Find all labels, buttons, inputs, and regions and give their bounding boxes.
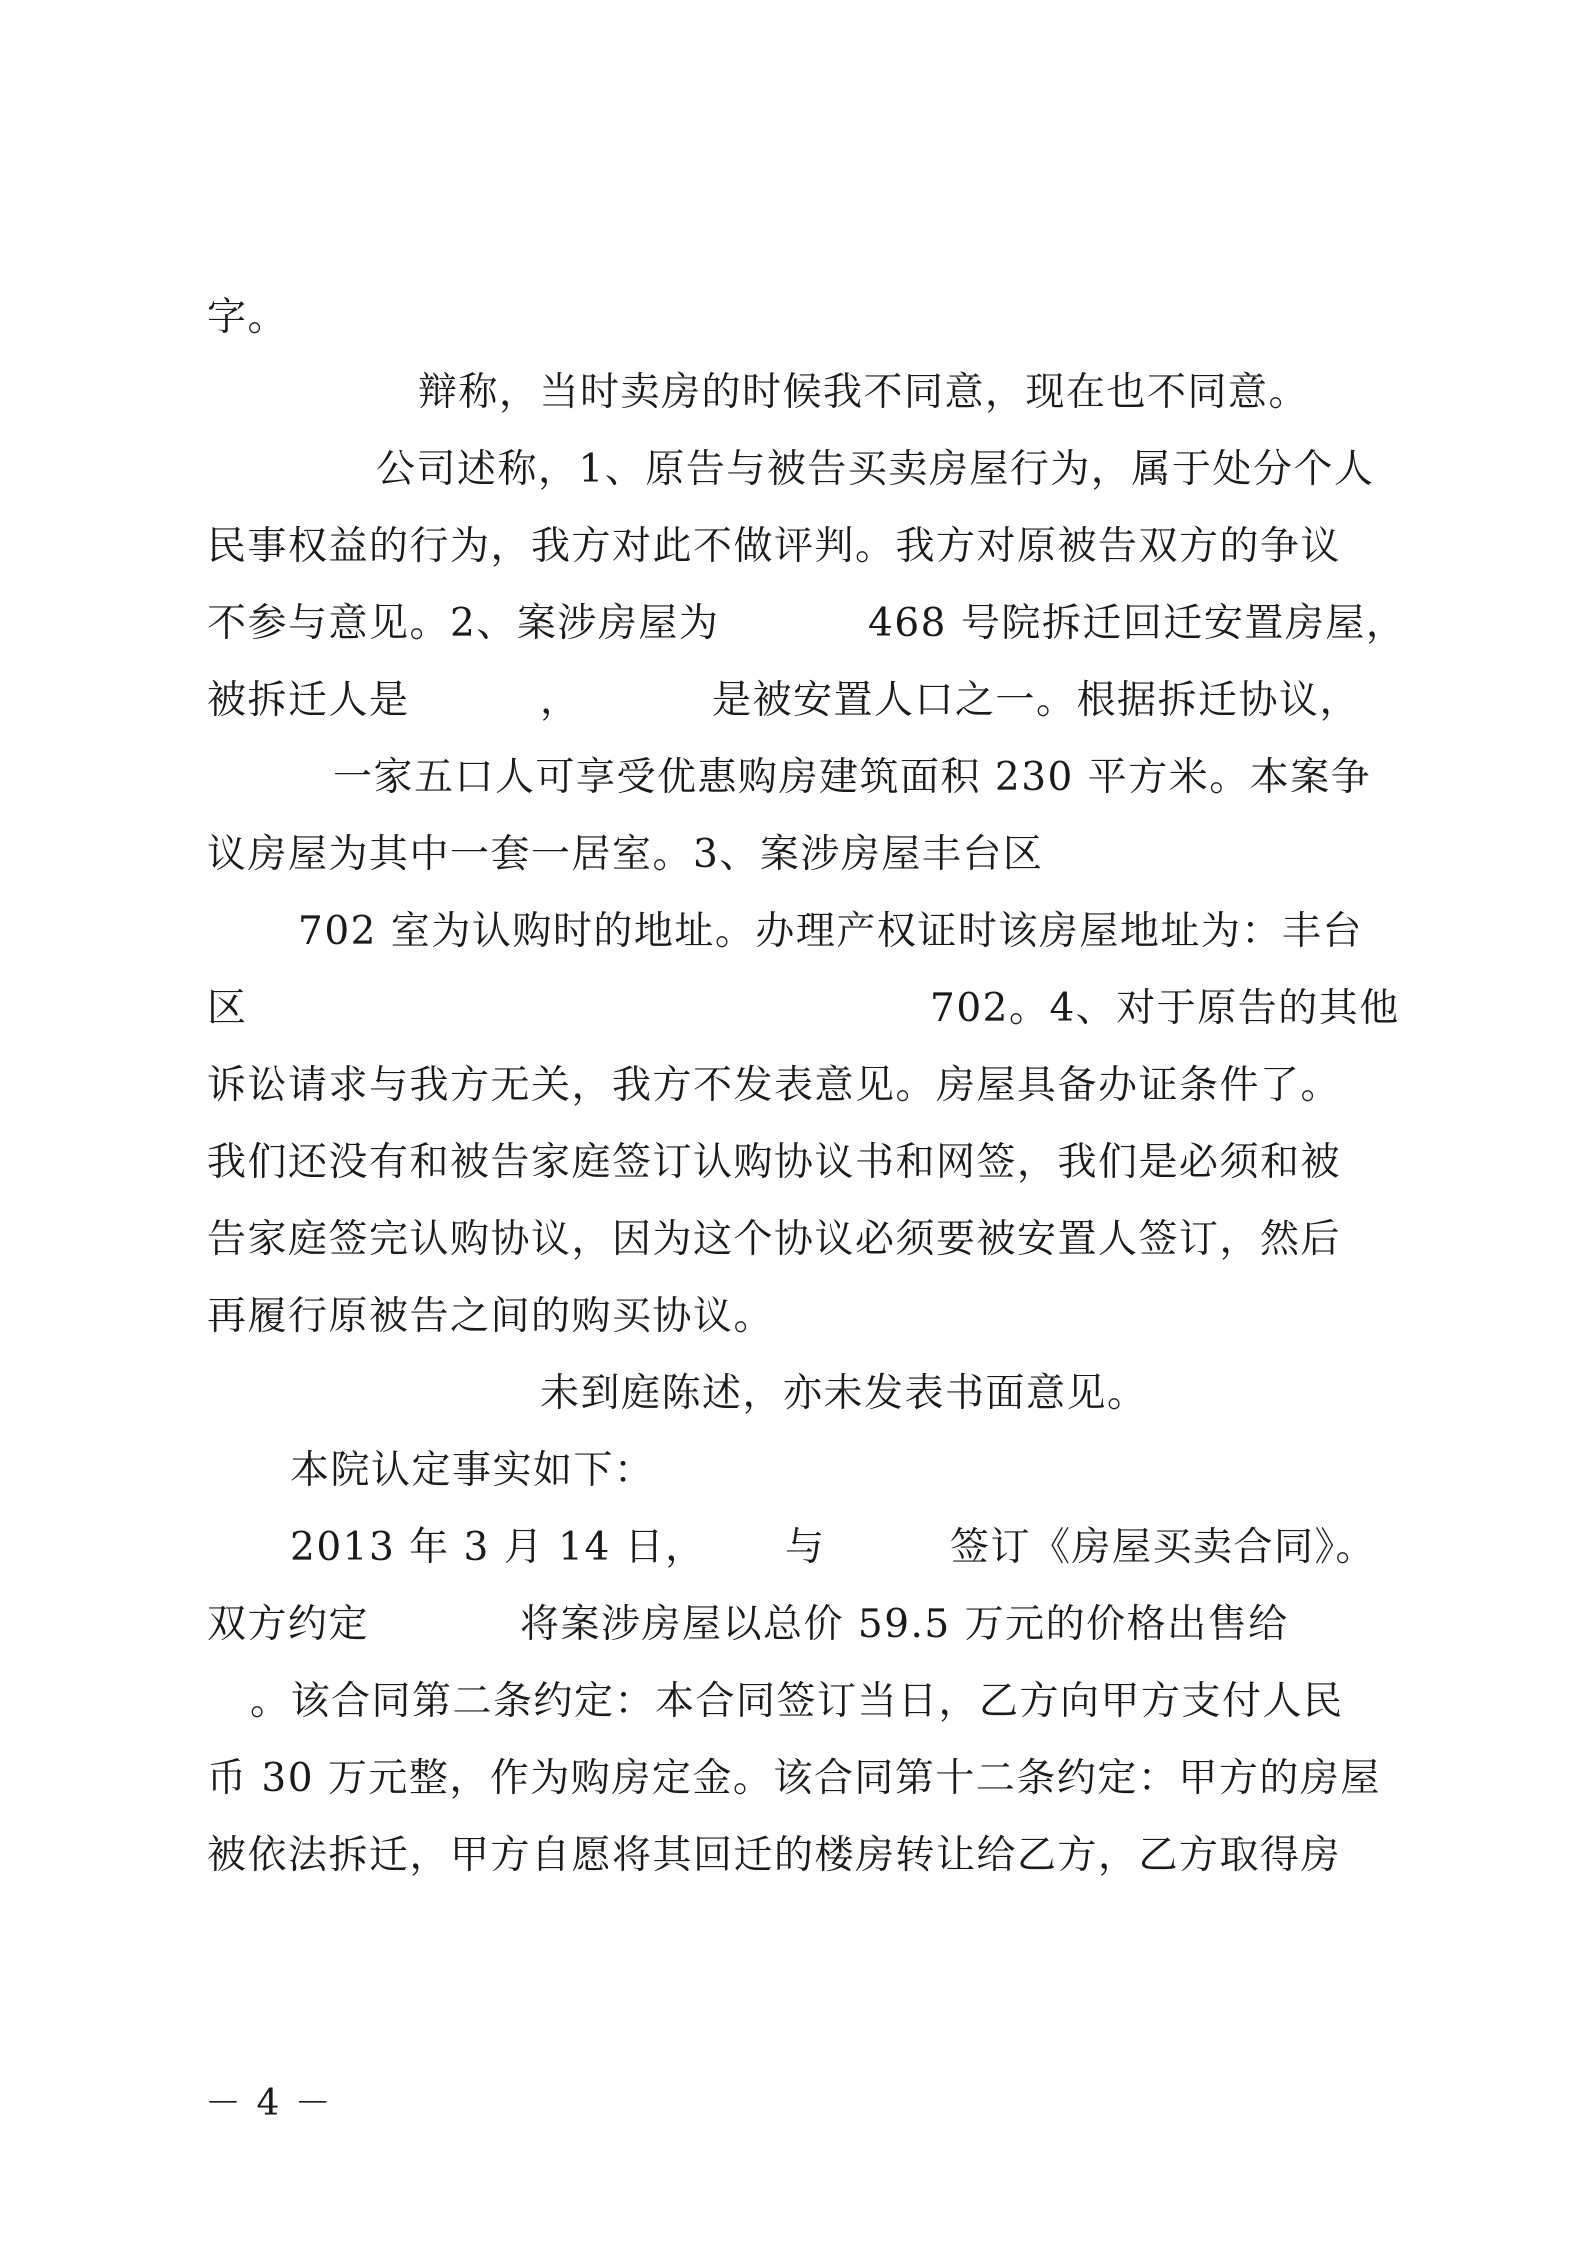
- text-line: 我们还没有和被告家庭签订认购协议书和网签，我们是必须和被: [207, 1140, 1342, 1185]
- text-line: 不参与意见。2、案涉房屋为: [207, 601, 720, 646]
- text-line: 公司述称，1、原告与被告买卖房屋行为，属于处分个人: [376, 447, 1375, 492]
- text-line: 未到庭陈述，亦未发表书面意见。: [540, 1371, 1148, 1416]
- page-number: － 4 －: [205, 2083, 333, 2124]
- text-line: 是被安置人口之一。根据拆迁协议，: [712, 678, 1361, 723]
- text-line: 一家五口人可享受优惠购房建筑面积 230 平方米。本案争: [333, 755, 1372, 800]
- text-line: 。该合同第二条约定：本合同签订当日，乙方向甲方支付人民: [250, 1679, 1344, 1724]
- text-line: 币 30 万元整，作为购房定金。该合同第十二条约定：甲方的房屋: [207, 1756, 1381, 1801]
- text-line: 2013 年 3 月 14 日，: [290, 1525, 706, 1570]
- text-line: 诉讼请求与我方无关，我方不发表意见。房屋具备办证条件了。: [207, 1063, 1342, 1108]
- text-line: 702 室为认购时的地址。办理产权证时该房屋地址为：丰台: [298, 909, 1363, 954]
- text-line: 本院认定事实如下：: [290, 1448, 655, 1493]
- text-line: 双方约定: [207, 1602, 370, 1647]
- text-line: ，: [540, 678, 581, 723]
- text-line: 468 号院拆迁回迁安置房屋，: [868, 601, 1407, 646]
- text-line: 将案涉房屋以总价 59.5 万元的价格出售给: [520, 1602, 1289, 1647]
- text-line: 告家庭签完认购协议，因为这个协议必须要被安置人签订，然后: [207, 1217, 1342, 1262]
- text-line: 辩称，当时卖房的时候我不同意，现在也不同意。: [418, 370, 1310, 415]
- text-line: 702。4、对于原告的其他: [930, 986, 1400, 1031]
- text-line: 被拆迁人是: [207, 678, 410, 723]
- text-line: 议房屋为其中一套一居室。3、案涉房屋丰台区: [207, 832, 1044, 877]
- text-line: 签订《房屋买卖合同》。: [950, 1525, 1377, 1570]
- text-line: 民事权益的行为，我方对此不做评判。我方对原被告双方的争议: [207, 524, 1342, 569]
- text-line: 区: [207, 986, 248, 1031]
- text-line: 被依法拆迁，甲方自愿将其回迁的楼房转让给乙方，乙方取得房: [207, 1833, 1342, 1878]
- text-line: 与: [785, 1525, 826, 1570]
- text-line: 字。: [207, 295, 289, 340]
- text-line: 再履行原被告之间的购买协议。: [207, 1294, 775, 1339]
